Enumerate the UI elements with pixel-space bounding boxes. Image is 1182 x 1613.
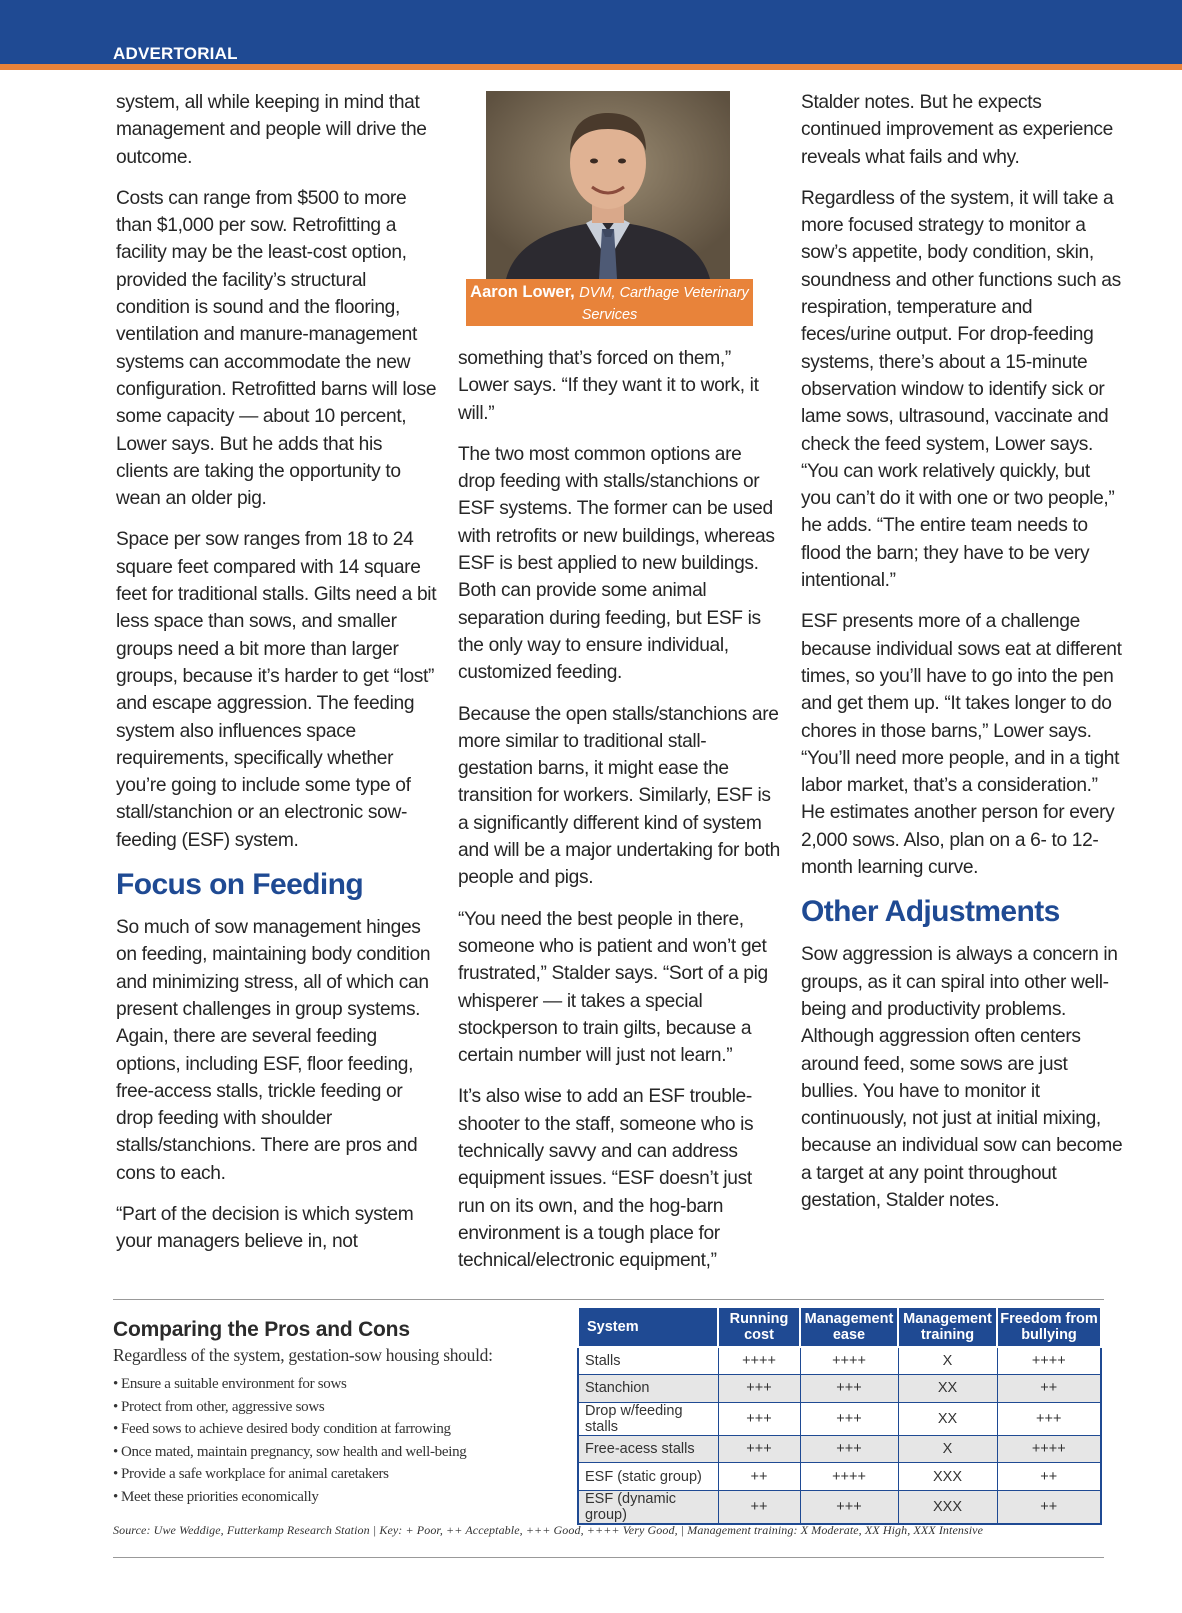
priorities-list [113, 1373, 573, 1509]
column-header-running-cost: Running cost [718, 1307, 800, 1347]
table-cell: +++ [800, 1375, 898, 1403]
paragraph: Sow aggression is always a concern in groups, as it can spiral into other well-being and productivity problems. Although aggression often centers around feed, some sows are just bullies. You have to monitor it continuously, not just at initial mixing, because an individual sow can become a target at any point throughout gestation, Stalder notes. [801, 944, 1123, 1211]
section-label: ADVERTORIAL [113, 44, 238, 63]
table-cell: ++ [718, 1490, 800, 1524]
table-cell: ++++ [800, 1463, 898, 1491]
column-header-freedom-from-bullying: Freedom from bullying [997, 1307, 1101, 1347]
table-row [578, 1463, 1101, 1491]
table-cell: X [898, 1347, 997, 1375]
table-cell: XXX [898, 1490, 997, 1524]
column-header-management-ease: Management ease [800, 1307, 898, 1347]
table-cell: ++ [997, 1375, 1101, 1403]
paragraph: Space per sow ranges from 18 to 24 square feet compared with 14 square feet for traditional stalls. Gilts need a bit less space than sows, and smaller groups need a bit more than larger groups, because it’s harder to get “lost” and escape aggression. The feeding system also influences space requirements, specifically whether you’re going to include some type of stall/stanchion or an electronic sow-feeding (ESF) system. [116, 529, 437, 851]
paragraph: The two most common options are drop feeding with stalls/stanchions or ESF systems. The former can be used with retrofits or new buildings, whereas ESF is best applied to new buildings. Both can provide some animal separation during feeding, but ESF is the only way to ensure individual, customized feeding. [458, 443, 775, 684]
table-cell: X [898, 1435, 997, 1463]
list-item: • Meet these priorities economically [113, 1486, 573, 1509]
caption-credential: DVM, Carthage Veterinary Services [579, 285, 749, 323]
article-column-3 [801, 89, 1123, 1228]
caption-name: Aaron Lower, [470, 283, 575, 301]
paragraph: It’s also wise to add an ESF trouble-shooter to the staff, someone who is technically savvy and can address equipment issues. “ESF doesn’t just run on its own, and the hog-barn environment is a tough place for technical/electronic equipment,” [458, 1086, 754, 1272]
table-row [578, 1435, 1101, 1463]
table-cell: +++ [718, 1402, 800, 1435]
housing-comparison-table [577, 1306, 1102, 1525]
footer-divider [113, 1557, 1104, 1558]
article-column-2 [458, 345, 780, 1289]
table-cell: +++ [718, 1435, 800, 1463]
paragraph: “You need the best people in there, someone who is patient and won’t get frustrated,” Stalder says. “Sort of a pig whisperer — it takes a special stockperson to train gilts, because a certain number will just not learn.” [458, 908, 768, 1067]
article-column-1 [116, 89, 438, 1270]
table-cell: +++ [997, 1402, 1101, 1435]
paragraph: Because the open stalls/stanchions are more similar to traditional stall-gestation barns, it might ease the transition for workers. Similarly, ESF is a significantly different kind of system and will be a major undertaking for both people and pigs. [458, 703, 780, 889]
table-row [578, 1347, 1101, 1375]
sidebar-divider-top [113, 1299, 1104, 1300]
table-cell-system: Drop w/feeding stalls [578, 1402, 718, 1435]
sidebar-title: Comparing the Pros and Cons [113, 1318, 410, 1341]
table-cell: ++++ [997, 1347, 1101, 1375]
paragraph: Regardless of the system, it will take a more focused strategy to monitor a sow’s appetite, body condition, skin, soundness and other functions such as respiration, temperature and feces/urine output. For drop-feeding systems, there’s about a 15-minute observation window to identify sick or lame sows, ultrasound, vaccinate and check the feed system, Lower says. “You can work relatively quickly, but you can’t do it with one or two people,” he adds. “The entire team needs to flood the barn; they have to be very intentional.” [801, 187, 1121, 592]
table-cell-system: Free-acess stalls [578, 1435, 718, 1463]
list-item: • Once mated, maintain pregnancy, sow health and well-being [113, 1441, 573, 1464]
table-cell-system: ESF (dynamic group) [578, 1490, 718, 1524]
table-row [578, 1402, 1101, 1435]
table-cell: +++ [718, 1375, 800, 1403]
table-cell: ++++ [718, 1347, 800, 1375]
table-cell: ++ [718, 1463, 800, 1491]
section-heading-other-adjustments: Other Adjustments [801, 895, 1060, 929]
table-cell: XX [898, 1402, 997, 1435]
pros-cons-sidebar [113, 1317, 573, 1509]
list-item: • Feed sows to achieve desired body condition at farrowing [113, 1418, 573, 1441]
table-cell: +++ [800, 1402, 898, 1435]
table-cell-system: ESF (static group) [578, 1463, 718, 1491]
paragraph: ESF presents more of a challenge because individual sows eat at different times, so you’ll have to go into the pen and get them up. “It takes longer to do chores in those barns,” Lower says. “You’ll need more people, and in a tight labor market, that’s a consideration.” He estimates another person for every 2,000 sows. Also, plan on a 6- to 12-month learning curve. [801, 611, 1122, 879]
column-header-system: System [578, 1307, 718, 1347]
table-row [578, 1375, 1101, 1403]
section-heading-focus-on-feeding: Focus on Feeding [116, 868, 364, 902]
paragraph: “Part of the decision is which system your managers believe in, not [116, 1203, 414, 1253]
portrait-photo [486, 91, 730, 279]
table-cell: ++ [997, 1463, 1101, 1491]
sidebar-subtitle: Regardless of the system, gestation-sow housing should: [113, 1345, 493, 1365]
paragraph: something that’s forced on them,” Lower says. “If they want it to work, it will.” [458, 348, 759, 424]
paragraph: Stalder notes. But he expects continued improvement as experience reveals what fails and why. [801, 92, 1113, 168]
table-cell: XXX [898, 1463, 997, 1491]
paragraph: Costs can range from $500 to more than $1,000 per sow. Retrofitting a facility may be the least-cost option, provided the facility’s structural condition is sound and the flooring, ventilation and manure-management systems can accommodate the new configuration. Retrofitted barns will lose some capacity — about 10 percent, Lower says. But he adds that his clients are taking the opportunity to wean an older pig. [116, 187, 437, 510]
table-header-row [578, 1307, 1101, 1347]
list-item: • Ensure a suitable environment for sows [113, 1373, 573, 1396]
table-cell-system: Stalls [578, 1347, 718, 1375]
table-cell: ++++ [800, 1347, 898, 1375]
table-source-note: Source: Uwe Weddige, Futterkamp Research Station | Key: + Poor, ++ Acceptable, +++ Good, ++++ Very Good, | Management training: X Moderate, XX High, XXX Intensive [113, 1523, 984, 1537]
header-accent-stripe [0, 64, 1182, 70]
table-cell: ++ [997, 1490, 1101, 1524]
table-cell: ++++ [997, 1435, 1101, 1463]
table-cell: +++ [800, 1435, 898, 1463]
table-row [578, 1490, 1101, 1524]
list-item: • Provide a safe workplace for animal caretakers [113, 1463, 573, 1486]
paragraph: So much of sow management hinges on feeding, maintaining body condition and minimizing stress, all of which can present challenges in group systems. Again, there are several feeding options, including ESF, floor feeding, free-access stalls, trickle feeding or drop feeding with shoulder stalls/stanchions. There are pros and cons to each. [116, 917, 431, 1184]
table-cell-system: Stanchion [578, 1375, 718, 1403]
paragraph: system, all while keeping in mind that management and people will drive the outcome. [116, 92, 427, 168]
photo-caption [466, 279, 753, 326]
list-item: • Protect from other, aggressive sows [113, 1396, 573, 1419]
column-header-management-training: Management training [898, 1307, 997, 1347]
table-cell: +++ [800, 1490, 898, 1524]
portrait-illustration [486, 91, 730, 279]
table-cell: XX [898, 1375, 997, 1403]
